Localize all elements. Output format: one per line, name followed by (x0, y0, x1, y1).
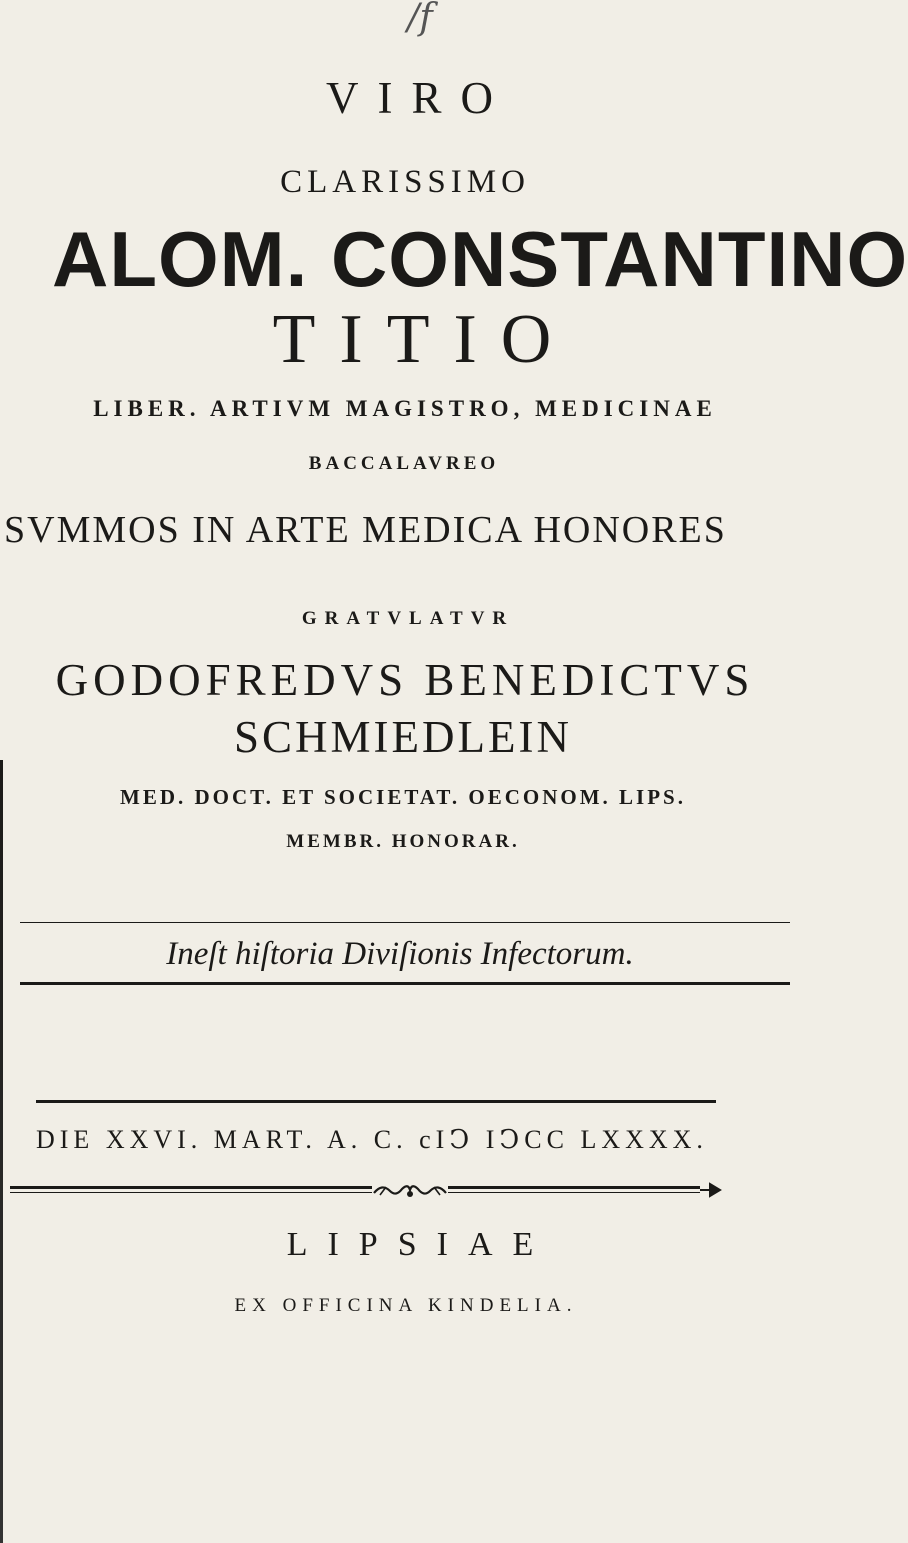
date-line: DIE XXVI. MART. A. C. cIↃ IↃCC LXXXX. (36, 1125, 708, 1154)
gratulatur-line: GRATVLATVR (301, 608, 515, 629)
dedicatee-name: ALOM. CONSTANTINO (52, 215, 908, 303)
dedicatee-surname: TITIO (272, 301, 576, 378)
pointing-ornament-icon (700, 1182, 722, 1198)
pencil-mark: /f (407, 0, 433, 38)
rule-bottom-contents (20, 982, 790, 985)
imprint-printer: EX OFFICINA KINDELIA. (234, 1295, 578, 1316)
rule-above-date (36, 1100, 716, 1103)
dedication-line-viro: VIRO (326, 73, 512, 123)
imprint-place: LIPSIAE (286, 1226, 554, 1263)
author-surname: SCHMIEDLEIN (234, 712, 572, 762)
author-first-names: GODOFREDVS BENEDICTVS (55, 655, 755, 705)
dedicatee-titles-2: BACCALAVREO (308, 453, 500, 474)
printer-ornament-icon (372, 1181, 448, 1199)
rule-right-ornament (448, 1186, 700, 1189)
rule-top-contents (20, 922, 790, 923)
author-position: MED. DOCT. ET SOCIETAT. OECONOM. LIPS. (120, 785, 686, 809)
rule-right-ornament-thin (448, 1192, 700, 1193)
dedication-line-clarissimo: CLARISSIMO (280, 164, 530, 200)
honors-line: SVMMOS IN ARTE MEDICA HONORES (4, 509, 727, 551)
contents-note: Ineſt hiſtoria Diviſionis Infectorum. (166, 936, 634, 972)
rule-left-ornament (10, 1186, 372, 1189)
rule-left-ornament-thin (10, 1192, 372, 1193)
dedicatee-titles: LIBER. ARTIVM MAGISTRO, MEDICINAE (93, 396, 717, 421)
author-position-2: MEMBR. HONORAR. (286, 831, 520, 852)
